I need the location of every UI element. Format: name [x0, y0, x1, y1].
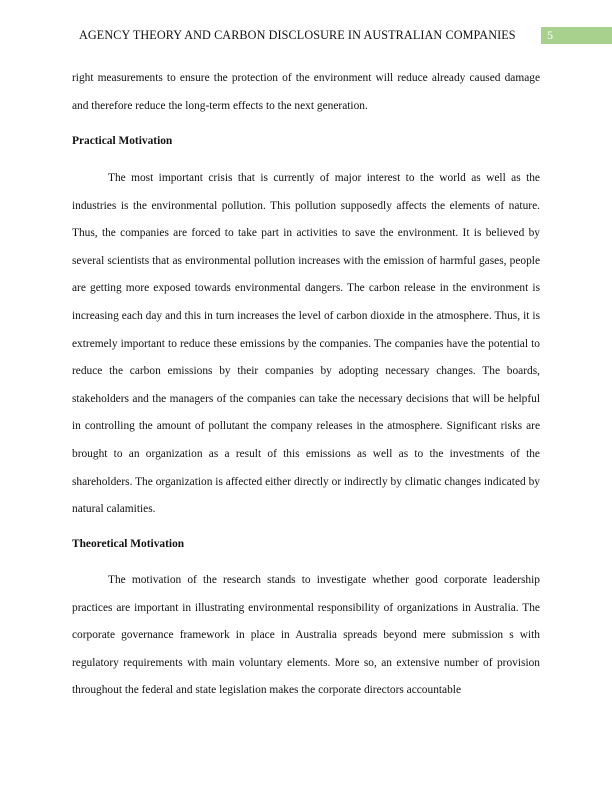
paragraph-theoretical-motivation: The motivation of the research stands to investigate whether good corporate leadership practices are important in illustrating environmental responsibility of organizations in Australia. The corporate governance framework in place in Australia spreads beyond mere submission s with regulatory requirements with main voluntary elements. More so, an extensive number of provision throughout the federal and state legislation makes the corporate directors accountable [72, 574, 540, 697]
heading-theoretical-motivation: Theoretical Motivation [72, 538, 185, 550]
paragraph-continued: right measurements to ensure the protection of the environment will reduce already caused damage and therefore reduce the long-term effects to the next generation. [72, 72, 540, 112]
page-number-badge: 5 [541, 27, 612, 44]
running-header-title: AGENCY THEORY AND CARBON DISCLOSURE IN AUSTRALIAN COMPANIES [79, 28, 516, 42]
heading-practical-motivation: Practical Motivation [72, 135, 173, 147]
paragraph-practical-motivation: The most important crisis that is currently of major interest to the world as well as the industries is the environmental pollution. This pollution supposedly affects the elements of nature. Thus, the companies are forced to take part in activities to save the environment. It is believed by several scientists that as environmental pollution increases with the emission of harmful gases, people are getting more exposed towards environmental dangers. The carbon release in the environment is increasing each day and this in turn increases the level of carbon dioxide in the atmosphere. Thus, it is extremely important to reduce these emissions by the companies. The companies have the potential to reduce the carbon emissions by their companies by adopting necessary changes. The boards, stakeholders and the managers of the companies can take the necessary decisions that will be helpful in controlling the amount of pollutant the company releases in the atmosphere. Significant risks are brought to an organization as a result of this emissions as well as to the investments of the shareholders. The organization is affected either directly or indirectly by climatic changes indicated by natural calamities. [72, 172, 540, 516]
